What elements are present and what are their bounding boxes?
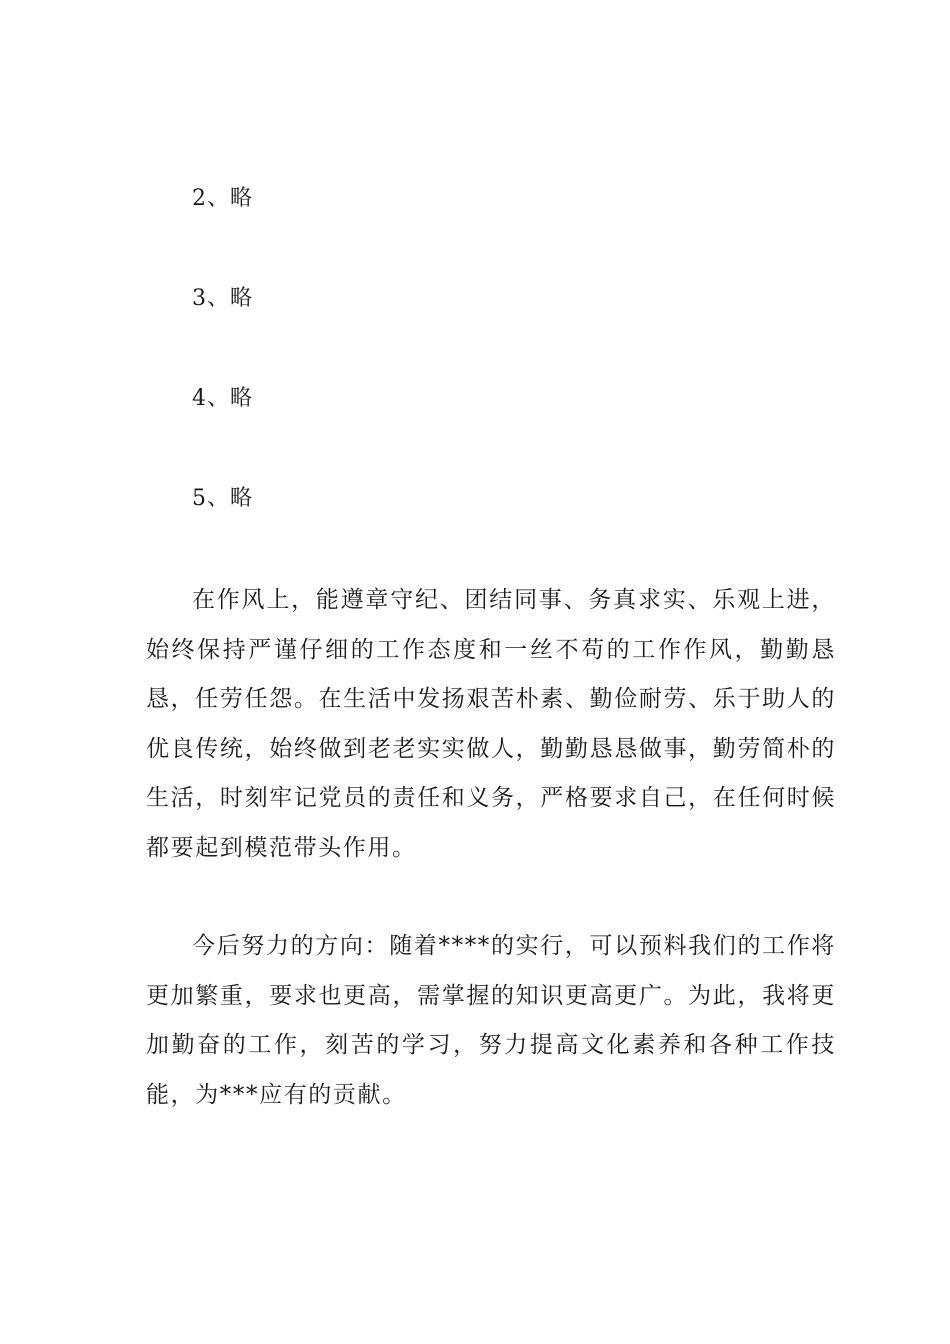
paragraph-work-style: 在作风上，能遵章守纪、团结同事、务真求实、乐观上进，始终保持严谨仔细的工作态度和一丝不苟的工作作风，勤勤恳恳，任劳任怨。在生活中发扬艰苦朴素、勤俭耐劳、乐于助人的优良传统，始终做到老老实实做人，勤勤恳恳做事，勤劳简朴的生活，时刻牢记党员的责任和义务，严格要求自己，在任何时候都要起到模范带头作用。 <box>146 587 836 861</box>
list-item-2: 2、略 <box>192 186 253 211</box>
list-item-4: 4、略 <box>192 386 253 411</box>
list-item-5: 5、略 <box>192 486 253 511</box>
paragraph-future-direction: 今后努力的方向：随着****的实行，可以预料我们的工作将更加繁重，要求也更高，需掌握的知识更高更广。为此，我将更加勤奋的工作，刻苦的学习，努力提高文化素养和各种工作技能，为***应有的贡献。 <box>146 933 836 1108</box>
list-item-3: 3、略 <box>192 286 253 311</box>
